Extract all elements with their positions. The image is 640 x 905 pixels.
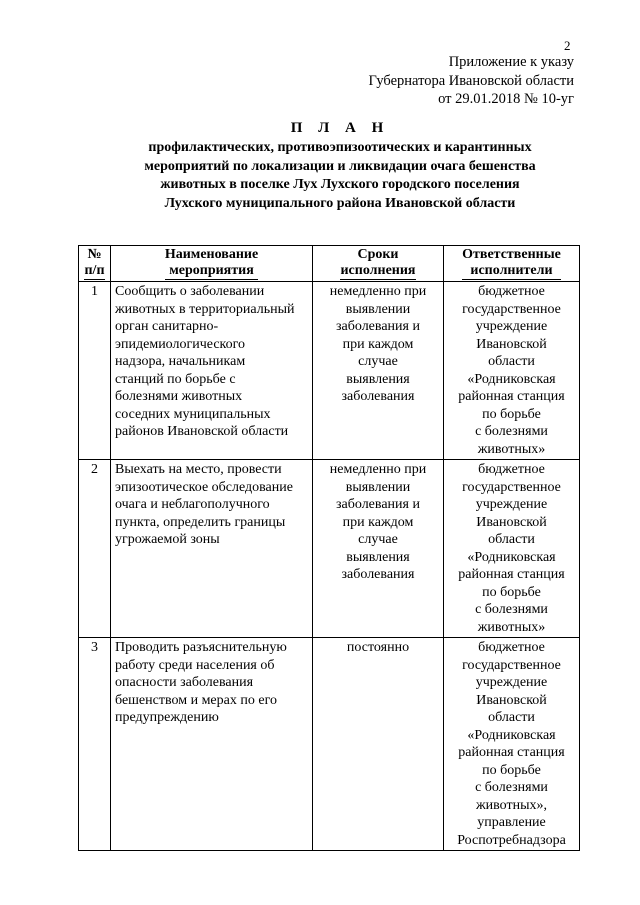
appendix-reference	[369, 53, 574, 109]
page-number: 2	[564, 38, 571, 53]
row-number: 1	[79, 282, 111, 460]
plan-subtitle: профилактических, противоэпизоотических и карантинных мероприятий по локализации и ликвидации очага бешенства животных в поселке Лух Лухского городского поселения Лухского муниципального района Ивановской области	[144, 140, 536, 211]
header-name: Наименование мероприятия	[111, 246, 313, 282]
table-header-row	[79, 246, 580, 282]
row-measure: Сообщить о заболевании животных в территориальный орган санитарно- эпидемиологического надзора, начальникам станций по борьбе с болезнями животных соседних муниципальных районов Ивановской области	[111, 282, 313, 460]
row-responsible: бюджетное государственное учреждение Ивановской области «Родниковская районная станция по борьбе с болезнями животных»	[444, 460, 580, 638]
row-responsible: бюджетное государственное учреждение Ивановской области «Родниковская районная станция по борьбе с болезнями животных»	[444, 282, 580, 460]
header-num: № п/п	[79, 246, 111, 282]
appendix-line-2: Губернатора Ивановской области	[368, 72, 574, 89]
appendix-line-3: от 29.01.2018 № 10-уг	[438, 91, 574, 107]
table-row	[79, 460, 580, 638]
row-responsible: бюджетное государственное учреждение Ивановской области «Родниковская районная станция по борьбе с болезнями животных», управление Роспотребнадзора	[444, 638, 580, 851]
table-row	[79, 638, 580, 851]
row-term: немедленно при выявлении заболевания и при каждом случае выявления заболевания	[313, 460, 444, 638]
appendix-line-1: Приложение к указу	[448, 54, 574, 70]
row-measure: Проводить разъяснительную работу среди населения об опасности заболевания бешенством и мерах по его предупреждению	[111, 638, 313, 851]
plan-table	[78, 245, 580, 851]
header-term: Сроки исполнения	[313, 246, 444, 282]
row-number: 2	[79, 460, 111, 638]
plan-heading: П Л А Н	[290, 120, 390, 136]
row-measure: Выехать на место, провести эпизоотическое обследование очага и неблагополучного пункта, определить границы угрожаемой зоны	[111, 460, 313, 638]
table-row	[79, 282, 580, 460]
row-term: постоянно	[313, 638, 444, 851]
row-number: 3	[79, 638, 111, 851]
document-title	[90, 119, 590, 213]
header-responsible: Ответственные исполнители	[444, 246, 580, 282]
row-term: немедленно при выявлении заболевания и при каждом случае выявления заболевания	[313, 282, 444, 460]
